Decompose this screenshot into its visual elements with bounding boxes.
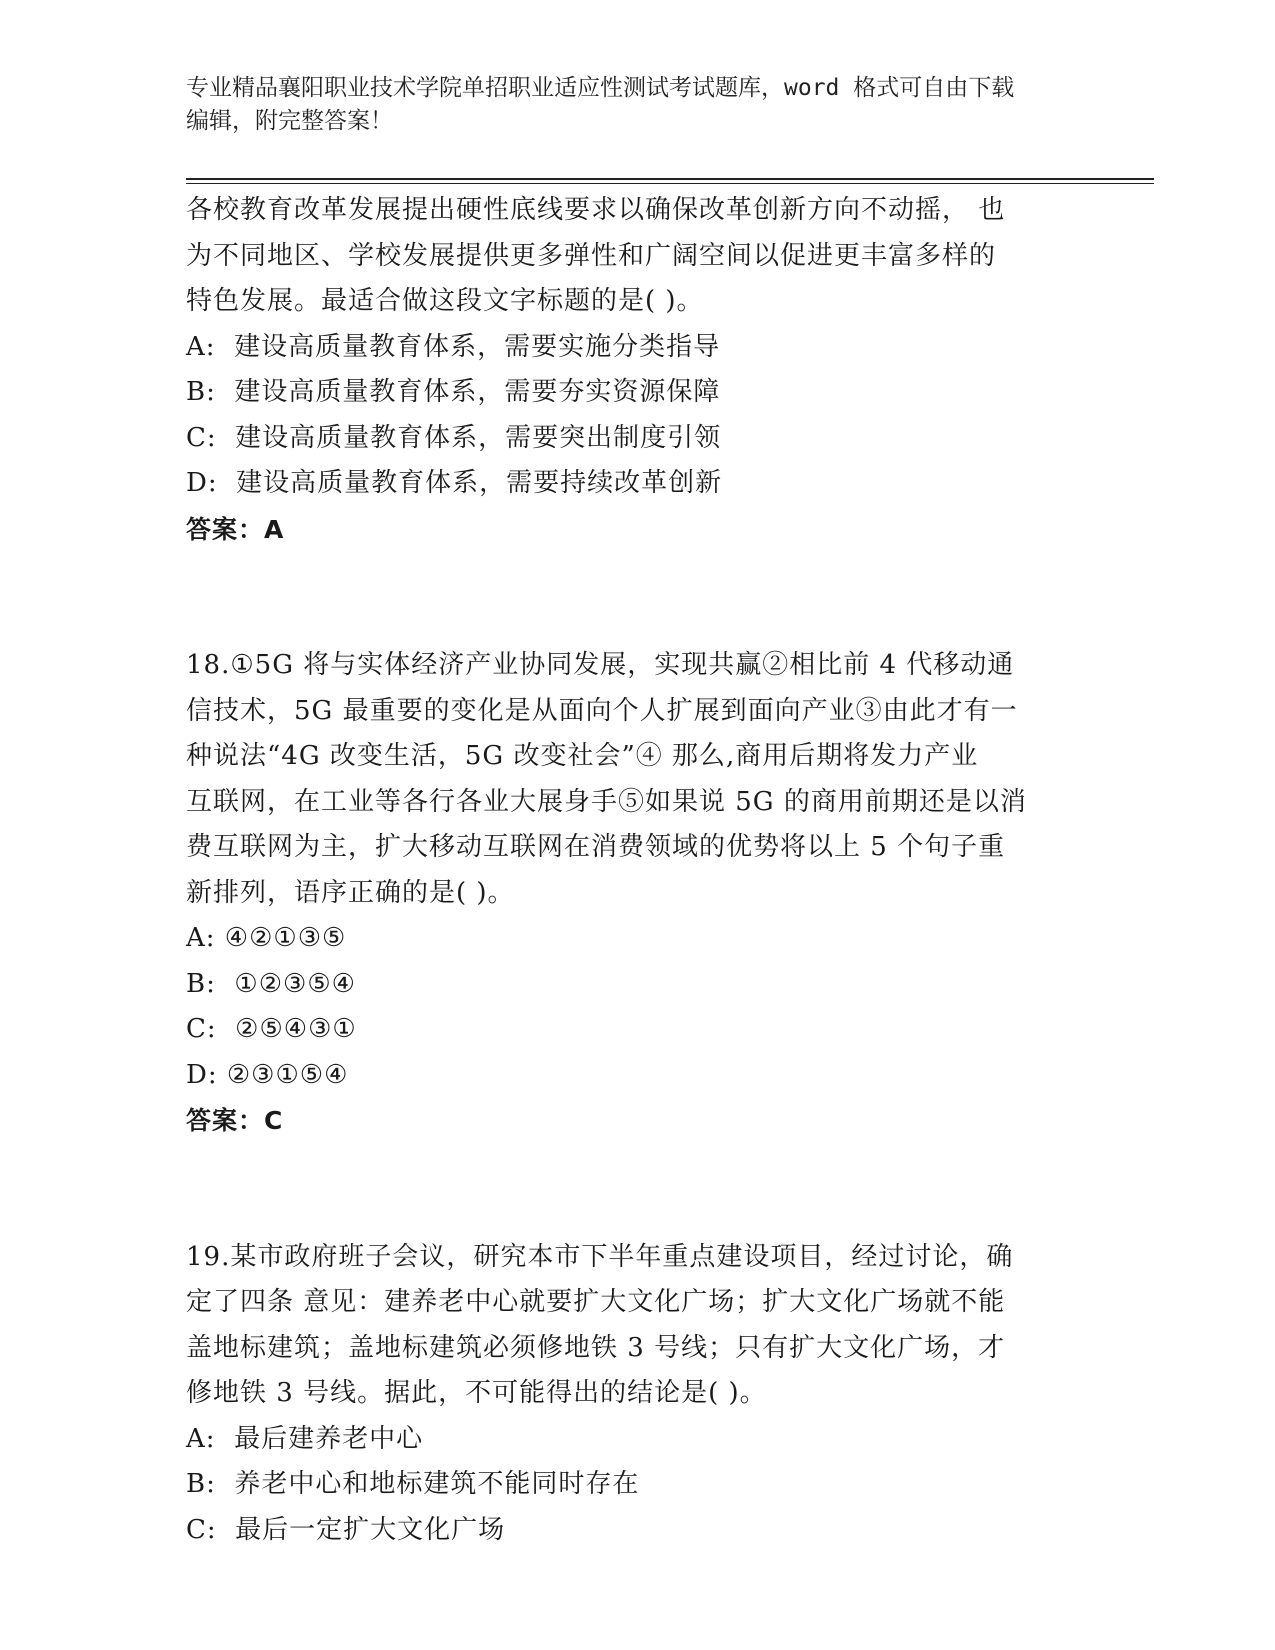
header-rule [186, 178, 1154, 180]
question-text-line: 定了四条 意见：建养老中心就要扩大文化广场；扩大文化广场就不能 [186, 1287, 1006, 1317]
question-text-line: 种说法“4G 改变生活，5G 改变社会”④ 那么,商用后期将发力产业 [186, 741, 979, 771]
header-line-2: 编辑，附完整答案！ [186, 108, 393, 134]
option-b: B: 建设高质量教育体系，需要夯实资源保障 [186, 377, 721, 407]
answer-label: 答案：C [186, 1106, 284, 1135]
question-text-line: 费互联网为主，扩大移动互联网在消费领域的优势将以上 5 个句子重 [186, 832, 1006, 862]
question-text-line: 互联网，在工业等各行各业大展身手⑤如果说 5G 的商用前期还是以消 [186, 786, 1027, 817]
option-d: D: ②③①⑤④ [186, 1059, 349, 1090]
question-text-line: 新排列，语序正确的是( )。 [186, 877, 515, 908]
document-body [186, 188, 1086, 1553]
question-text-line: 19.某市政府班子会议，研究本市下半年重点建设项目，经过讨论，确 [186, 1241, 1014, 1272]
option-d: D: 建设高质量教育体系，需要持续改革创新 [186, 468, 723, 498]
question-text-line: 盖地标建筑；盖地标建筑必须修地铁 3 号线；只有扩大文化广场，才 [186, 1332, 1006, 1363]
option-a: A: 建设高质量教育体系，需要实施分类指导 [186, 331, 721, 362]
question-19 [186, 1235, 1086, 1554]
option-c: C: ②⑤④③① [186, 1014, 357, 1044]
question-text-line: 各校教育改革发展提出硬性底线要求以确保改革创新方向不动摇， 也 [186, 195, 1006, 225]
header-line-1: 专业精品襄阳职业技术学院单招职业适应性测试考试题库，word 格式可自由下载 [186, 75, 1015, 101]
question-text-line: 修地铁 3 号线。据此，不可能得出的结论是( )。 [186, 1378, 767, 1408]
question-18 [186, 643, 1086, 1144]
option-c: C: 最后一定扩大文化广场 [186, 1514, 506, 1545]
option-c: C: 建设高质量教育体系，需要突出制度引领 [186, 422, 722, 453]
question-text-line: 18.①5G 将与实体经济产业协同发展，实现共赢②相比前 4 代移动通 [186, 650, 1015, 680]
answer-label: 答案：A [186, 514, 285, 544]
question-text-line: 信技术，5G 最重要的变化是从面向个人扩展到面向产业③由此才有一 [186, 695, 1018, 726]
question-spacer [186, 552, 1086, 643]
option-b: B: ①②③⑤④ [186, 968, 356, 999]
option-b: B: 养老中心和地标建筑不能同时存在 [186, 1469, 640, 1499]
question-spacer [186, 1144, 1086, 1235]
option-a: A: 最后建养老中心 [186, 1423, 424, 1454]
question-17 [186, 188, 1086, 552]
question-text-line: 为不同地区、学校发展提供更多弹性和广阔空间以促进更丰富多样的 [186, 240, 997, 271]
header-rule-thin [186, 183, 1154, 184]
question-text-line: 特色发展。最适合做这段文字标题的是( )。 [186, 286, 704, 316]
option-a: A: ④②①③⑤ [186, 923, 347, 953]
document-header [186, 72, 1086, 138]
